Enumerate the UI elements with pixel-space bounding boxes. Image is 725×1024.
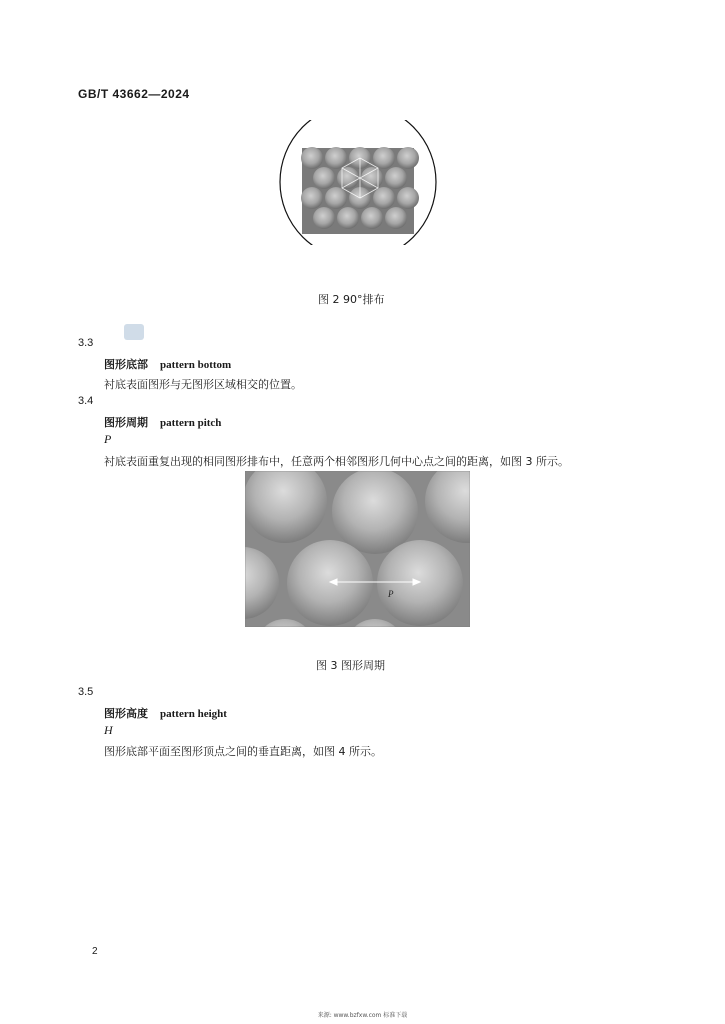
standard-number: GB/T 43662—2024 bbox=[78, 87, 190, 101]
definition-pattern-height: 图形底部平面至图形顶点之间的垂直距离，如图 4 所示。 bbox=[104, 745, 382, 758]
term-cn: 图形周期 bbox=[104, 416, 148, 429]
term-pattern-pitch bbox=[104, 414, 221, 430]
term-en: pattern bottom bbox=[160, 359, 232, 371]
section-number-3-5: 3.5 bbox=[78, 686, 94, 698]
term-pattern-height bbox=[104, 705, 227, 721]
symbol-p: P bbox=[104, 432, 112, 446]
symbol-h: H bbox=[104, 723, 113, 737]
section-number-3-3: 3.3 bbox=[78, 337, 94, 349]
term-cn: 图形底部 bbox=[104, 358, 148, 371]
figure-3-caption: 图 3 图形周期 bbox=[316, 659, 385, 672]
figure-3-image bbox=[245, 471, 470, 627]
term-en: pattern pitch bbox=[160, 417, 222, 429]
pitch-label: P bbox=[388, 589, 394, 599]
figure-2-caption: 图 2 90°排布 bbox=[318, 293, 385, 306]
definition-pattern-pitch: 衬底表面重复出现的相同图形排布中，任意两个相邻图形几何中心点之间的距离，如图 3 所示。 bbox=[104, 455, 569, 468]
term-pattern-bottom bbox=[104, 356, 231, 372]
term-en: pattern height bbox=[160, 708, 227, 720]
section-number-3-4: 3.4 bbox=[78, 395, 94, 407]
footer-source: 来源: www.bzfxw.com 标准下载 bbox=[317, 1012, 408, 1019]
page-number: 2 bbox=[92, 946, 98, 957]
watermark-logo bbox=[124, 324, 144, 340]
term-cn: 图形高度 bbox=[104, 707, 148, 720]
definition-pattern-bottom: 衬底表面图形与无图形区域相交的位置。 bbox=[104, 378, 302, 391]
figure-2-image bbox=[278, 120, 438, 245]
